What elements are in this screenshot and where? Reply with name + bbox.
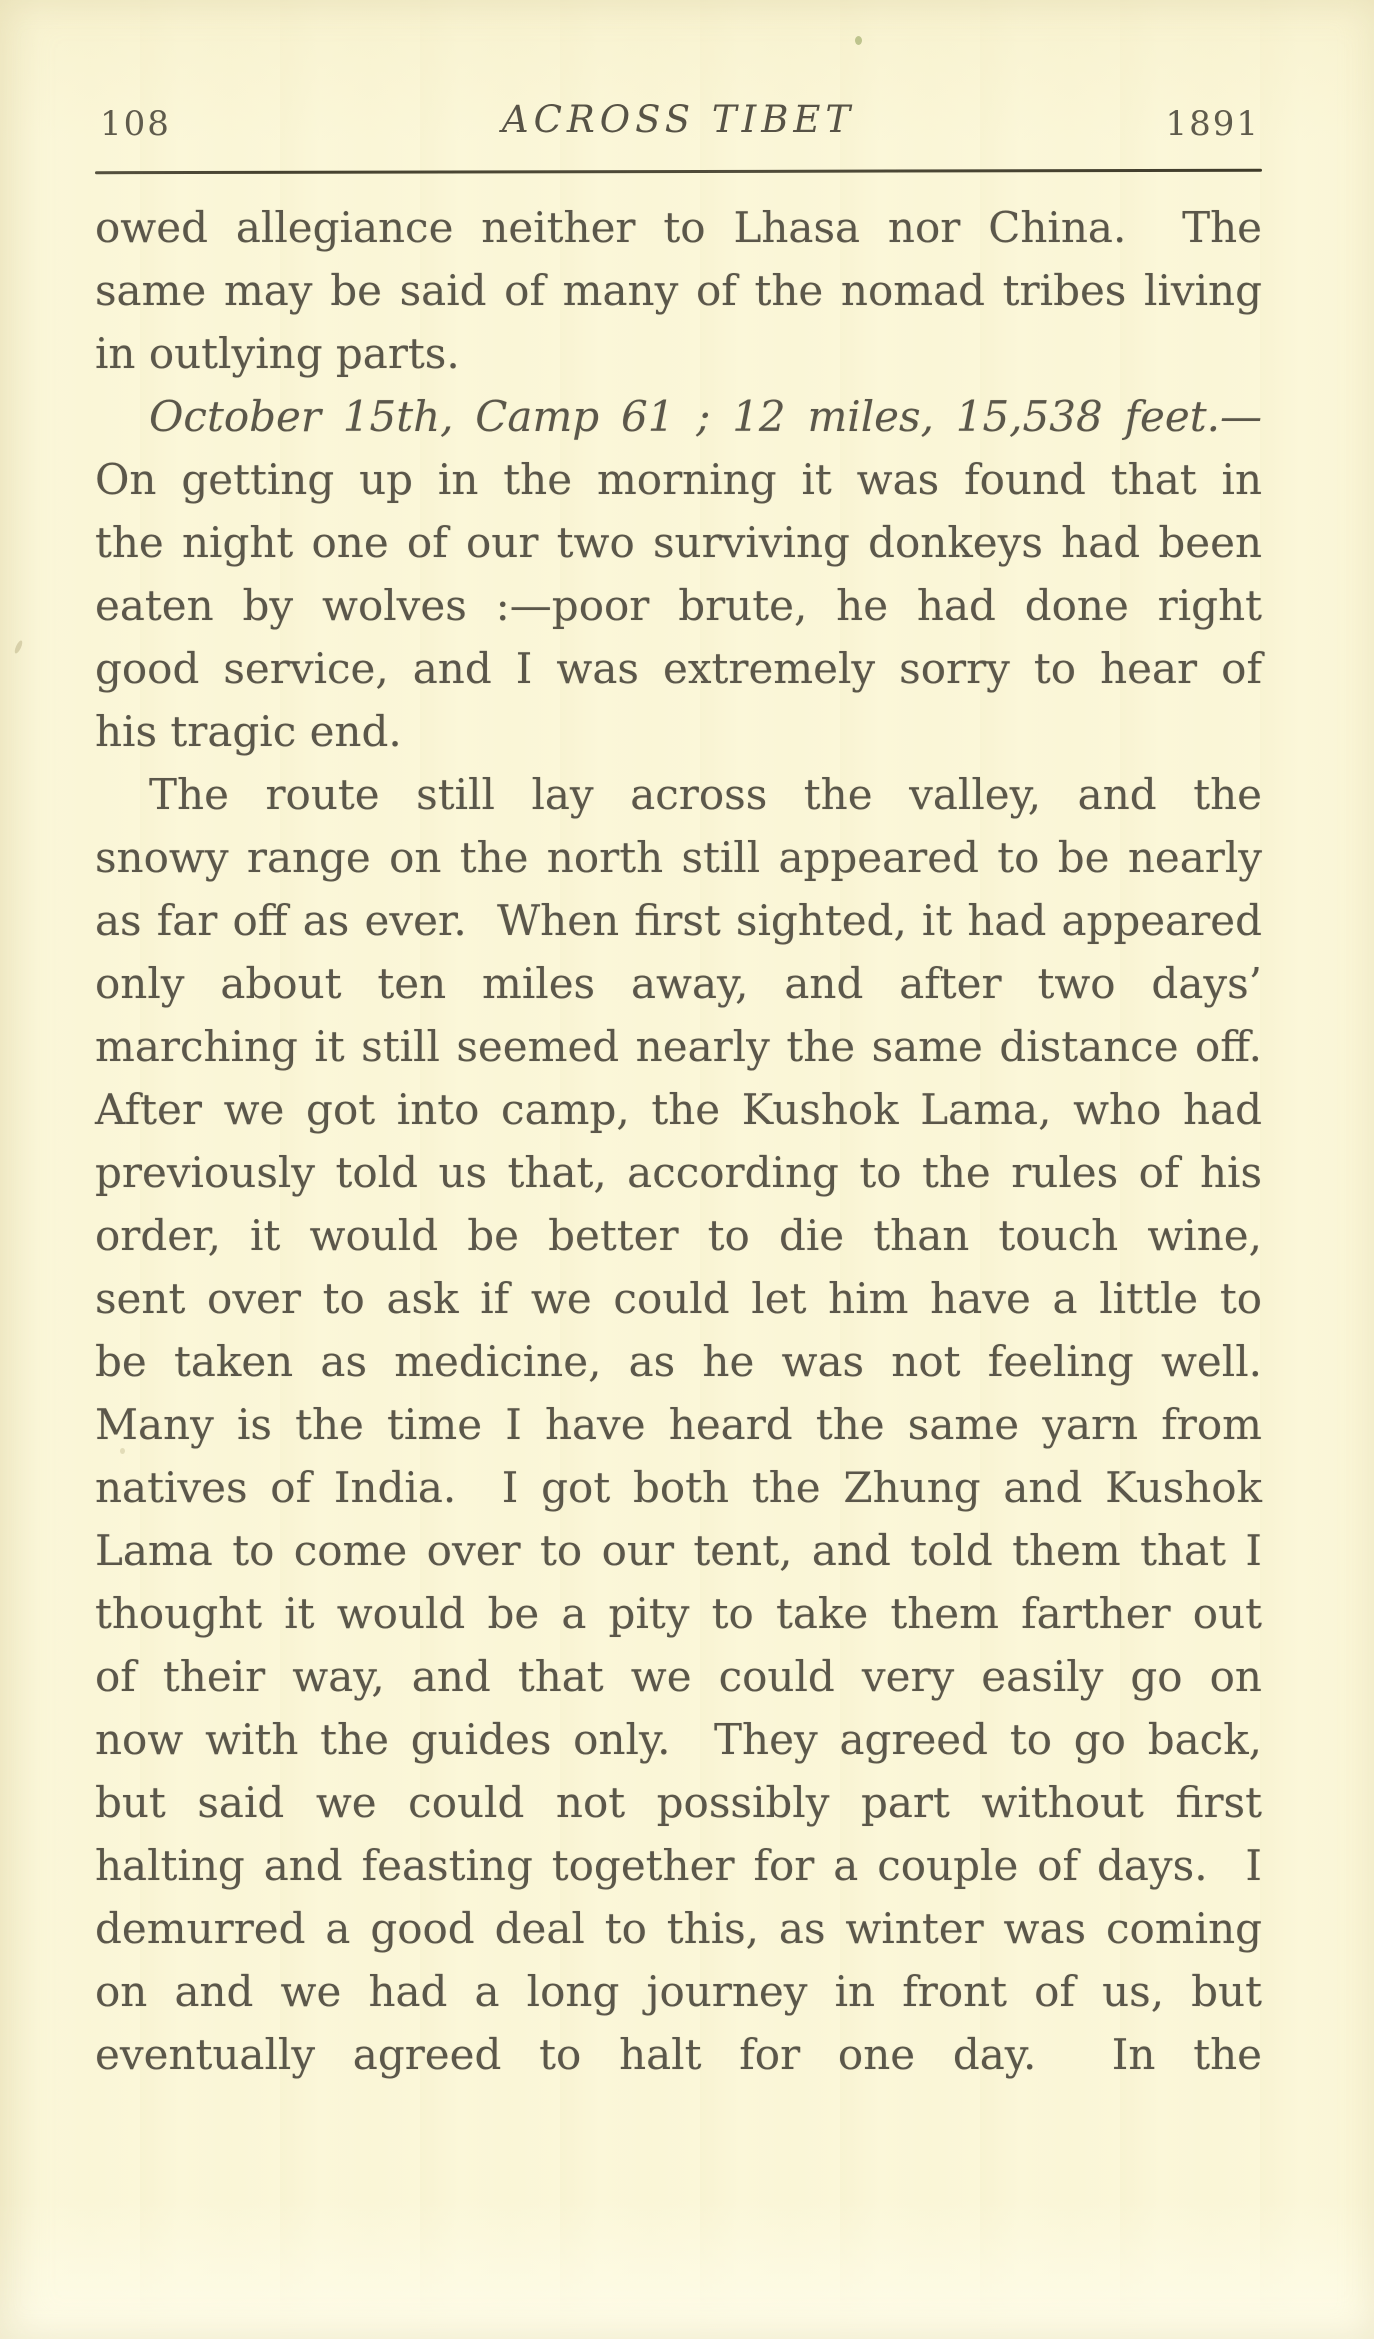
text-line: be taken as medicine, as he was not feeling well. — [95, 1337, 1262, 1386]
text-line: October 15th, Camp 61 ; 12 miles, 15,538 feet.— — [149, 392, 1262, 441]
text-line: demurred a good deal to this, as winter was coming — [95, 1904, 1262, 1953]
text-line: sent over to ask if we could let him have a little to — [95, 1274, 1262, 1323]
text-line: as far off as ever. When first sighted, it had appeared — [95, 896, 1262, 945]
page-header — [95, 96, 1262, 148]
text-line: on and we had a long journey in front of us, but — [95, 1967, 1262, 2016]
text-line: owed allegiance neither to Lhasa nor China. The — [95, 203, 1262, 252]
text-line: marching it still seemed nearly the same distance off. — [95, 1022, 1262, 1071]
text-line: thought it would be a pity to take them farther out — [95, 1589, 1262, 1638]
text-line: his tragic end. — [95, 707, 402, 756]
text-line: now with the guides only. They agreed to go back, — [95, 1715, 1262, 1764]
text-line: of their way, and that we could very easily go on — [95, 1652, 1262, 1701]
text-line: the night one of our two surviving donkeys had been — [95, 518, 1262, 567]
text-line: snowy range on the north still appeared to be nearly — [95, 833, 1262, 882]
text-line: eventually agreed to halt for one day. In the — [95, 2030, 1262, 2079]
paper-speck — [13, 640, 23, 655]
text-line: good service, and I was extremely sorry to hear of — [95, 644, 1262, 693]
text-line: Many is the time I have heard the same yarn from — [95, 1400, 1262, 1449]
text-line: After we got into camp, the Kushok Lama, who had — [95, 1085, 1262, 1134]
text-line: On getting up in the morning it was found that in — [95, 455, 1262, 504]
text-line: only about ten miles away, and after two days’ — [95, 959, 1262, 1008]
running-title: ACROSS TIBET — [501, 98, 856, 141]
paper-speck — [855, 36, 862, 45]
text-line: eaten by wolves :—poor brute, he had done right — [95, 581, 1262, 630]
header-year: 1891 — [1165, 104, 1260, 144]
text-line: halting and feasting together for a couple of days. I — [95, 1841, 1262, 1890]
text-line: same may be said of many of the nomad tribes living — [95, 266, 1262, 315]
text-line: The route still lay across the valley, and the — [149, 770, 1262, 819]
text-line: in outlying parts. — [95, 329, 460, 378]
header-rule — [95, 169, 1262, 174]
text-line: natives of India. I got both the Zhung and Kushok — [95, 1463, 1262, 1512]
text-line: Lama to come over to our tent, and told them that I — [95, 1526, 1262, 1575]
text-line: previously told us that, according to the rules of his — [95, 1148, 1262, 1197]
text-line: but said we could not possibly part without first — [95, 1778, 1262, 1827]
text-line: order, it would be better to die than touch wine, — [95, 1211, 1262, 1260]
page-text — [95, 196, 1262, 2086]
page-number: 108 — [100, 104, 171, 144]
